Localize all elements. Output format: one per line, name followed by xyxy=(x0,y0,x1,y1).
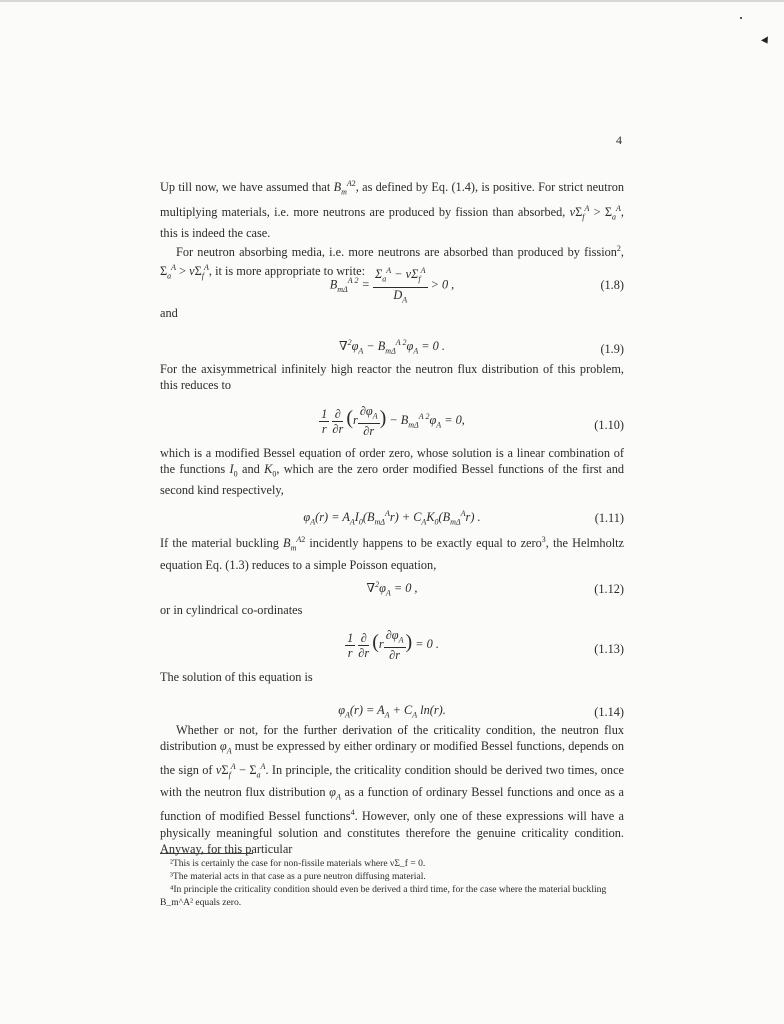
footnote-3: ³The material acts in that case as a pure neutron diffusing material. xyxy=(170,871,426,882)
equation-number: (1.12) xyxy=(594,582,624,596)
equation-formula: $\nabla^2\varphi_A - B_{m\Delta}^{A 2}\varphi_A = 0$ . xyxy=(339,338,445,356)
equation-number: (1.8) xyxy=(600,278,624,292)
paragraph-6: or in cylindrical co-ordinates xyxy=(160,603,303,617)
footnotes xyxy=(160,857,624,909)
equation-formula: $\frac{1}{r}$ $\frac{\partial}{\partial r}$ (r $\frac{\partial\varphi_A}{\partial r}$ ) − $B_{m\Delta}^{A 2}\varphi_A = 0$, xyxy=(321,404,465,439)
paragraph-1: Up till now, we have assumed that $B_m^{A2}$, as defined by Eq. (1.4), is positive. For strict neutron multiplying materials, i.e. more neutrons are produced by fission than absorbed, $\nu\Sigma_f^A > \Sigma_a^A$, this is indeed the case. xyxy=(160,179,625,241)
equation-1-10 xyxy=(160,404,624,444)
equation-1-9 xyxy=(160,338,624,358)
fraction: $\frac{\Sigma_a^A - \nu\Sigma_f^A}{D_A}$ xyxy=(374,266,426,304)
equation-1-14 xyxy=(160,703,624,723)
paragraph-2: For neutron absorbing media, i.e. more neutrons are absorbed than produced by fission$^2$, $\Sigma_a^A > \nu\Sigma_f^A$, it is more appropriate to write: xyxy=(160,244,624,281)
equation-formula: $\varphi_A(r) = A_A + C_A$ ln(r). xyxy=(338,703,446,720)
paragraph-3: For the axisymmetrical infinitely high reactor the neutron flux distribution of this problem, this reduces to xyxy=(160,362,624,392)
scan-speck xyxy=(740,17,742,19)
footnote-4: ⁴In principle the criticality condition should even be derived a third time, for the case where the material buckling B_m^A² equals zero. xyxy=(160,884,607,908)
footnote-rule xyxy=(160,853,253,854)
footnote-2: ²This is certainly the case for non-fissile materials where νΣ_f = 0. xyxy=(170,858,426,869)
scan-edge xyxy=(0,0,784,2)
paragraph-8: Whether or not, for the further derivation of the criticality condition, the neutron flux distribution $\varphi_A$ must be expressed by either ordinary or modified Bessel functions, depends on the sign of $\nu\Sigma_f^A - \Sigma_a^A$. In principle, the criticality condition should be derived two times, once with the neutron flux distribution $\varphi_A$ as a function of ordinary Bessel functions and once as a function of modified Bessel functions$^4$. However, only one of these expressions will have a physically meaningful solution and constitutes therefore the genuine criticality condition. Anyway, for this particular xyxy=(160,723,624,856)
page-number: 4 xyxy=(616,133,622,147)
equation-1-8 xyxy=(160,264,624,304)
equation-formula: $B_{m\Delta}^{A 2}$ = $\frac{\Sigma_a^A - \nu\Sigma_f^A}{D_A}$ > 0 , xyxy=(160,264,624,307)
equation-number: (1.14) xyxy=(594,705,624,719)
equation-1-13 xyxy=(160,628,624,668)
equation-number: (1.10) xyxy=(594,418,624,432)
equation-1-12 xyxy=(160,580,624,600)
equation-formula: $\frac{1}{r}$ $\frac{\partial}{\partial r}$ (r $\frac{\partial\varphi_A}{\partial r}$ ) = 0 . xyxy=(347,628,439,663)
equation-number: (1.13) xyxy=(594,642,624,656)
equation-number: (1.11) xyxy=(594,511,624,525)
word-and: and xyxy=(160,306,178,320)
paragraph-4: which is a modified Bessel equation of order zero, whose solution is a linear combination of the functions $I_0$ and $K_0$, which are the zero order modified Bessel functions of the first and second kind respectively, xyxy=(160,446,625,498)
paragraph-5: If the material buckling $B_m^{A2}$ incidently happens to be exactly equal to zero$^3$, the Helmholtz equation Eq. (1.3) reduces to a simple Poisson equation, xyxy=(160,535,625,572)
scan-mark xyxy=(761,36,771,45)
equation-1-11 xyxy=(160,509,624,529)
equation-formula: $\nabla^2\varphi_A = 0$ , xyxy=(366,580,418,598)
paragraph-7: The solution of this equation is xyxy=(160,670,313,684)
equation-formula: $\varphi_A(r) = A_AI_0(B_{m\Delta}^Ar) + C_AK_0(B_{m\Delta}^Ar)$ . xyxy=(303,509,481,527)
equation-number: (1.9) xyxy=(600,342,624,356)
